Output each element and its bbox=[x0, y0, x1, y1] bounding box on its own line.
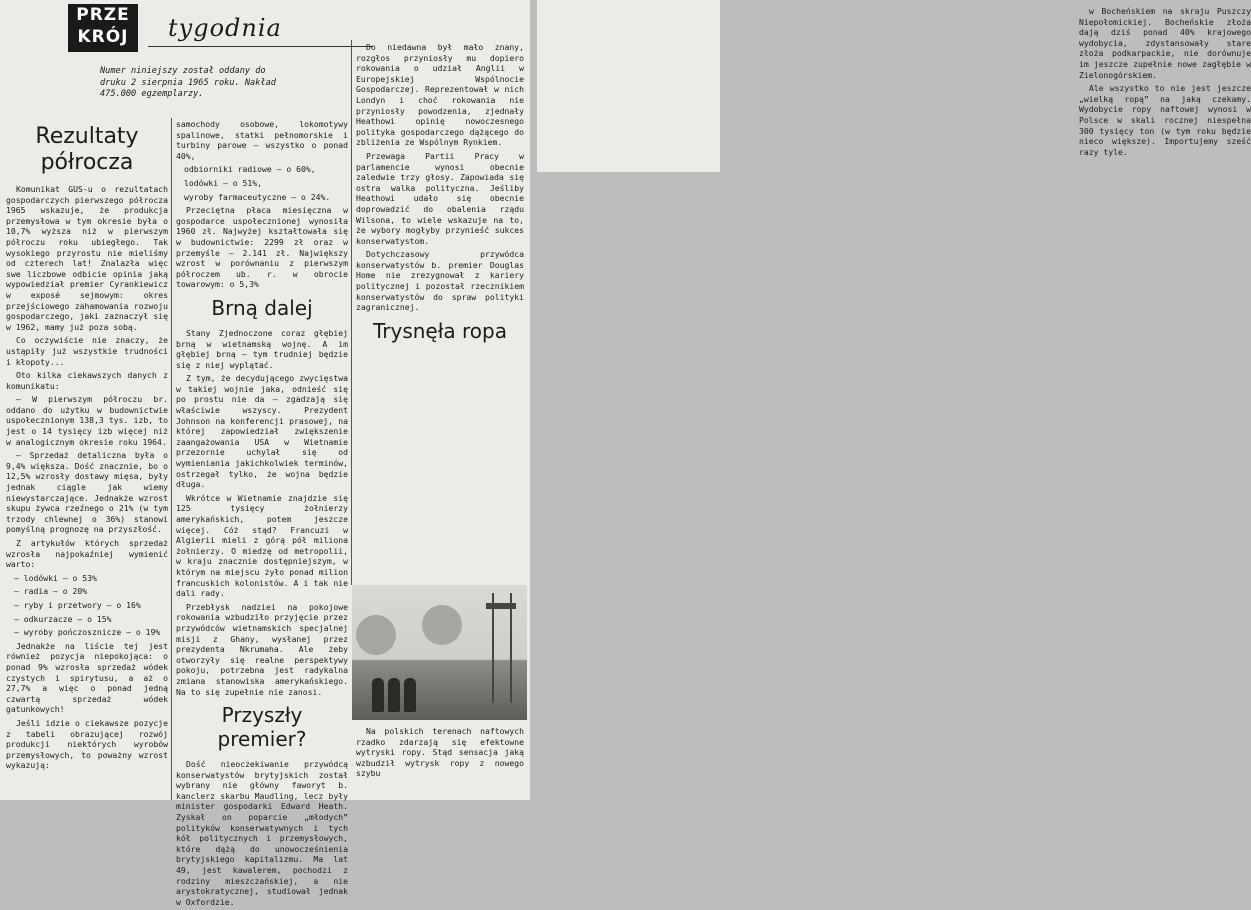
list-item: — ryby i przetwory — o 16% bbox=[14, 599, 141, 610]
list-item: odbiorniki radiowe — o 60%, bbox=[184, 164, 316, 175]
list-item: — lodówki — o 53% bbox=[14, 572, 97, 583]
paragraph: — W pierwszym półroczu br. oddano do użytku w budownictwie uspołecznionym 138,3 tys. izb, to jest o 14 tysięcy izb więcej niż w analogicznym okresie roku 1964. bbox=[6, 394, 168, 447]
list-item: lodówki — o 51%, bbox=[184, 177, 262, 188]
list-item: — radia — o 20% bbox=[14, 586, 88, 597]
photo-figure bbox=[372, 678, 384, 712]
list-item: wyroby farmaceutyczne — o 24%. bbox=[184, 191, 331, 202]
paragraph: Oto kilka ciekawszych danych z komunikatu: bbox=[6, 370, 168, 391]
oil-derrick bbox=[492, 593, 512, 703]
paragraph: Z artykułów których sprzedaż wzrosła najpokaźniej wymienić warto: bbox=[6, 538, 168, 570]
list-item: — wyroby pończosznicze — o 19% bbox=[14, 627, 161, 638]
paragraph: Dość nieoczekiwanie przywódcą konserwatystów brytyjskich został wybrany nie główny faworyt b. kanclerz skarbu Maudling, lecz były minister gospodarki Edward Heath. Zyskał on poparcie „młodych” polityków konserwatywnych i tych kół politycznych i przemysłowych, które dążą do unowocześnienia brytyjskiego kapitalizmu. Ma lat 49, jest kawalerem, pochodzi z rodziny mieszczańskiej, a nie arystokratycznej, studiował jednak w Oxfordzie. bbox=[176, 759, 348, 907]
paragraph: Do niedawna był mało znany, rozgłos przyniosły mu dopiero rokowania o udział Anglii w Europejskiej Wspólnocie Gospodarczej. Reprezentował w nich Londyn i choć rokowania nie przyniosły powodzenia, zjednały Heathowi opinię nowoczesnego polityka gospodarczego dążącego do zbliżenia ze Wspólnym Rynkiem. bbox=[356, 42, 524, 148]
photo-tree bbox=[356, 615, 396, 655]
paragraph: — Sprzedaż detaliczna była o 9,4% większa. Dość znacznie, bo o 12,5% wzrosły dostawy mięsa, były jednak ciągle jak wiemy niewystarczające. Jednakże wzrost skupu żywca rzeźnego o 21% (w tym trzody chlewnej o 36%) stanowi pomyślną prognozę na przyszłość. bbox=[6, 450, 168, 535]
paragraph: Na polskich terenach naftowych rzadko zdarzają się efektowne wytryski ropy. Stąd sensacja jaką wzbudził wytrysk ropy z nowego szybu bbox=[356, 726, 524, 779]
masthead-logo bbox=[68, 4, 138, 52]
column-2 bbox=[176, 119, 348, 910]
imprint-note: Numer niniejszy został oddany do druku 2 sierpnia 1965 roku. Nakład 475.000 egzemplarzy. bbox=[100, 66, 276, 99]
column-divider bbox=[351, 40, 352, 585]
list-item: — odkurzacze — o 15% bbox=[14, 613, 112, 624]
paragraph: Jednakże na liście tej jest również pozycja niepokojąca: o ponad 9% wzrosła sprzedaż wódek czystych i spirytusu, a aż o 27,7% a więc o ponad jedną czwartą sprzedaż wódek gatunkowych! bbox=[6, 640, 168, 715]
article-title-oil: Trysnęła ropa bbox=[372, 318, 507, 343]
paragraph: samochody osobowe, lokomotywy spalinowe, statki pełnomorskie i turbiny parowe — wszystko o ponad 40%, bbox=[176, 119, 348, 161]
main-clipping bbox=[0, 0, 530, 907]
paragraph: Komunikat GUS-u o rezultatach gospodarczych pierwszego półrocza 1965 wskazuje, że produkcja przemysłowa w tym okresie była o 10,7% wyższa niż w pierwszym półroczu roku ubiegłego. Tak wysokiego przyrostu nie mieliśmy od czterech lat! Znalazła więc swe liczbowe odbicie opinia jaką wypowiedział premier Cyrankiewicz w exposé sejmowym: okres przejściowego zahamowania rozwoju gospodarczego, jaki zaznaczył się w 1962, mamy już poza sobą. bbox=[6, 184, 168, 332]
photo-figure bbox=[404, 678, 416, 712]
paragraph: Przewaga Partii Pracy w parlamencie wynosi obecnie zaledwie trzy głosy. Zapowiada się ostra walka polityczna. Jeśliby Heathowi udało się obecnie doprowadzić do obalenia rządu Wilsona, to wiele wskazuje na to, że wybory mogłyby przynieść sukces konserwatystom. bbox=[356, 150, 524, 246]
masthead-rule bbox=[148, 46, 373, 47]
side-clipping bbox=[537, 0, 1251, 172]
paragraph: Jeśli idzie o ciekawsze pozycje z tabeli obrazującej rozwój produkcji niektórych wyrobów przemysłowych, to poważny wzrost wykazują: bbox=[6, 717, 168, 771]
paragraph: Przebłysk nadziei na pokojowe rokowania wzbudziło przyjęcie przez przywódców wietnamskich specjalnej misji z Ghany, wysłanej przez prezydenta Nkrumaha. Ale żeby otworzyły się realne perspektywy pokoju, potrzebna jest radykalna zmiana stanowiska amerykańskiego. Na to się zupełnie nie zanosi. bbox=[176, 601, 348, 697]
masthead-subtitle: tygodnia bbox=[168, 14, 282, 42]
oil-field-photo bbox=[352, 585, 527, 720]
photo-tree bbox=[422, 605, 462, 645]
oil-article-start bbox=[356, 726, 524, 782]
paragraph: Wkrótce w Wietnamie znajdzie się 125 tysięcy żołnierzy amerykańskich, potem jeszcze więcej. Cóż stąd? Francuzi w Algierii mieli z górą pół miliona żołnierzy. O miedzę od metropolii, w kraju znacznie dostępniejszym, w którym na miejscu żyło ponad milion francuskich kolonistów. A i tak nie dali rady. bbox=[176, 492, 348, 599]
paragraph: Przeciętna płaca miesięczna w gospodarce uspołecznionej wynosiła 1960 zł. Najwyżej kształtowała się w budownictwie: 2299 zł oraz w przemyśle — 2.141 zł. Największy wzrost w porównaniu z pierwszym półroczem ub. r. w obrocie towarowym: o 5,3% bbox=[176, 205, 348, 290]
column-3 bbox=[356, 42, 524, 351]
article-title-war: Brną dalej bbox=[211, 295, 313, 320]
paragraph: Stany Zjednoczone coraz głębiej brną w wietnamską wojnę. A im głębiej brną — tym trudniej będzie się z niej wyplątać. bbox=[176, 327, 348, 370]
masthead-line2: KRÓJ bbox=[77, 27, 129, 47]
article-title-premier: Przyszły premier? bbox=[217, 703, 307, 752]
paragraph: Z tym, że decydującego zwycięstwa w takiej wojnie jaka, odnieść się po prostu nie da — zgadzają się właściwie wszyscy. Prezydent Johnson na konferencji prasowej, na której zapowiedział zwiększenie zaangażowania USA w Wietnamie przezornie uchylał się od wymieniania jakichkolwiek terminów, ostrzegał tylko, że wojna będzie długa. bbox=[176, 373, 348, 490]
column-divider bbox=[171, 118, 172, 800]
paragraph: Ale wszystko to nie jest jeszcze „wielką ropą” na jaką czekamy. Wydobycie ropy naftowej wynosi w Polsce w skali rocznej niespełna 300 tysięcy ton (w tym roku będzie nieco większe). Importujemy sześć razy tyle. bbox=[1079, 83, 1251, 157]
paragraph: Co oczywiście nie znaczy, że ustąpiły już wszystkie trudności i kłopoty... bbox=[6, 335, 168, 367]
column-1 bbox=[6, 118, 168, 774]
paragraph: Dotychczasowy przywódca konserwatystów b. premier Douglas Home nie zrezygnował z kariery politycznej i pozostał rzecznikiem konserwatystów do spraw polityki zagranicznej. bbox=[356, 249, 524, 313]
masthead-line1: PRZE bbox=[76, 5, 130, 25]
photo-figure bbox=[388, 678, 400, 712]
article-title-results: Rezultaty półrocza bbox=[35, 124, 139, 175]
paragraph: w Bocheńskiem na skraju Puszczy Niepołomickiej. Bocheńskie złoża dają dziś ponad 40% krajowego wydobycia, zdystansowały stare złoża podkarpackie, nie dorównuje im jeszcze zupełnie nowe zagłębie w Zielonogórskiem. bbox=[1079, 6, 1251, 80]
oil-article-continued bbox=[1079, 6, 1251, 160]
